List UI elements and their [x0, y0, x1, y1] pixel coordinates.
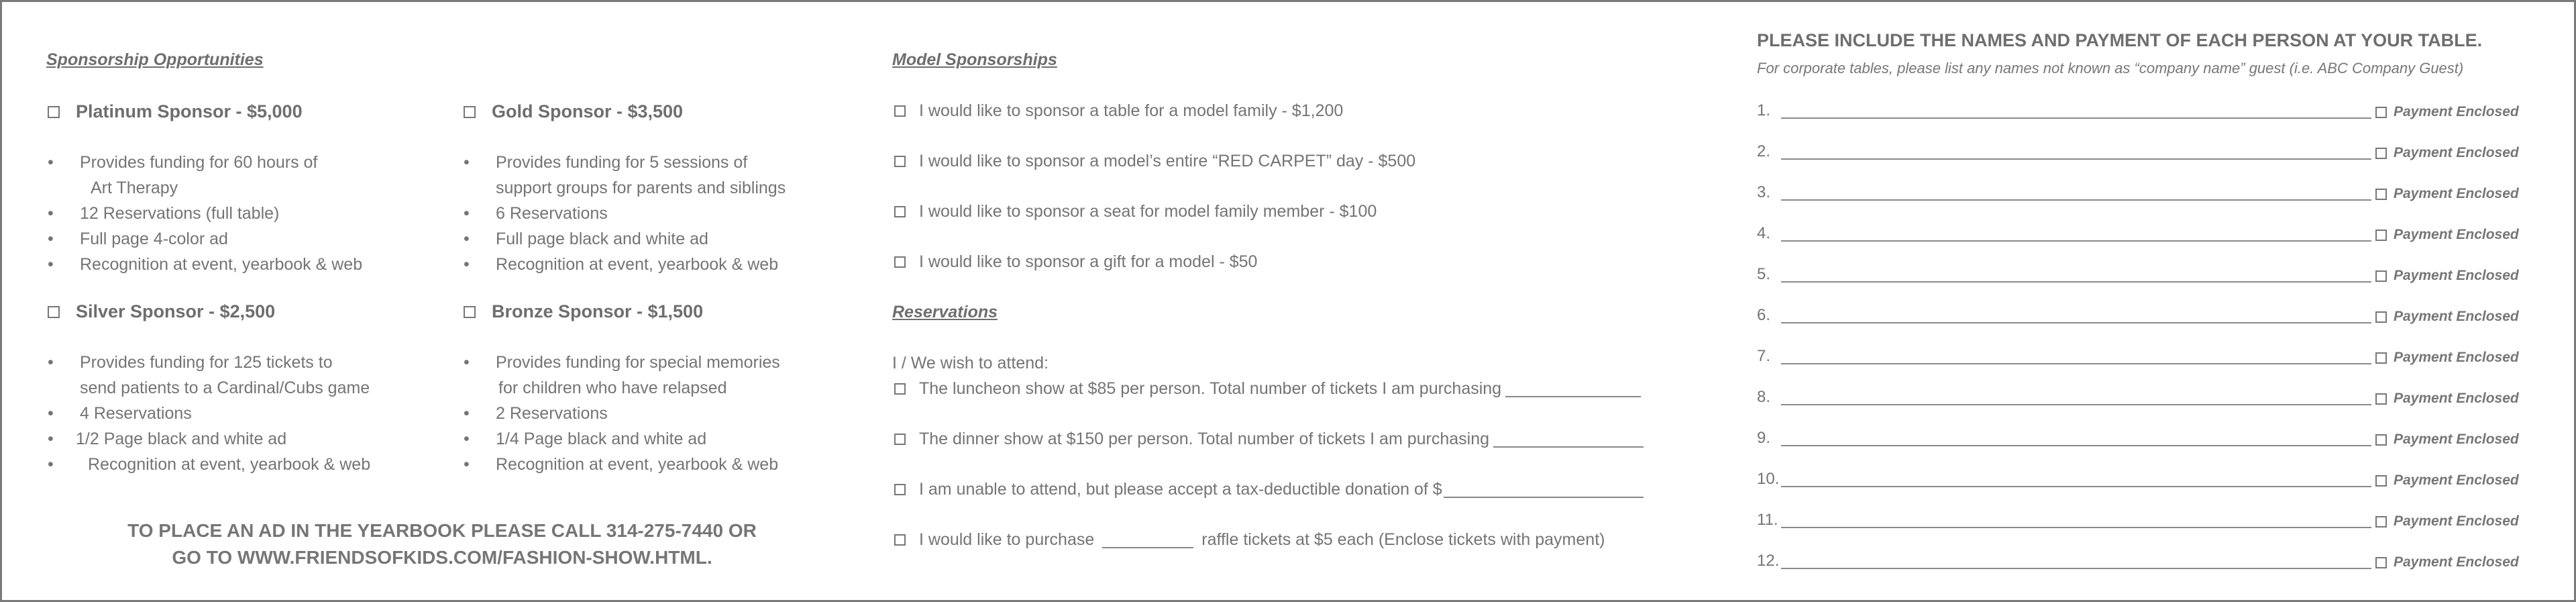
name-row [1757, 305, 2535, 325]
silver-sponsor-option[interactable] [48, 301, 275, 322]
bronze-benefits [464, 350, 780, 477]
silver-checkbox[interactable] [48, 306, 60, 318]
yearbook-ad-cta [46, 517, 838, 571]
model-option-seat[interactable] [894, 202, 1377, 221]
benefit-item: • Recognition at event, yearbook & web [464, 455, 779, 474]
benefit-item: • Provides funding for 125 tickets to [48, 353, 333, 372]
benefit-item-continued: for children who have relapsed [498, 379, 727, 397]
model-option-gift[interactable] [894, 252, 1257, 272]
platinum-sponsor-option[interactable] [48, 101, 303, 122]
name-row [1757, 141, 2535, 161]
benefit-item: • 1/2 Page black and white ad [48, 430, 287, 448]
reservations-intro [892, 354, 1049, 373]
raffle-label-end: raffle tickets at $5 each (Enclose tickets with payment) [1201, 530, 1605, 549]
benefit-item: • 1/4 Page black and white ad [464, 430, 707, 448]
name-field[interactable] [1781, 322, 2371, 323]
payment-enclosed-option[interactable] [2375, 268, 2519, 284]
reservations-heading: Reservations [892, 303, 998, 321]
reservation-dinner[interactable] [894, 430, 1644, 449]
benefit-item: • Full page 4-color ad [48, 230, 228, 248]
payment-label: Payment Enclosed [2394, 186, 2519, 201]
name-row [1757, 182, 2535, 202]
benefit-item: • Recognition at event, yearbook & web [464, 255, 779, 274]
model-option-label: I would like to sponsor a model’s entire “RED CARPET” day - $500 [919, 152, 1416, 170]
payment-checkbox[interactable] [2375, 107, 2387, 118]
cta-line-1: TO PLACE AN AD IN THE YEARBOOK PLEASE CALL 314-275-7440 OR [127, 520, 757, 541]
benefit-item: • Provides funding for 60 hours of [48, 153, 318, 172]
gold-title: Gold Sponsor - $3,500 [492, 101, 684, 121]
name-row [1757, 468, 2535, 489]
benefit-item: • Recognition at event, yearbook & web [48, 455, 371, 474]
benefit-item: • Provides funding for 5 sessions of [464, 153, 748, 172]
reservations-intro-text: I / We wish to attend: [892, 354, 1049, 372]
name-field[interactable] [1781, 404, 2371, 405]
name-field[interactable] [1781, 568, 2371, 569]
name-row [1757, 550, 2535, 570]
benefit-item-continued: support groups for parents and siblings [496, 179, 786, 197]
name-field[interactable] [1781, 199, 2371, 201]
payment-label: Payment Enclosed [2394, 432, 2519, 447]
payment-enclosed-option[interactable] [2375, 513, 2519, 530]
payment-label: Payment Enclosed [2394, 227, 2519, 242]
payment-label: Payment Enclosed [2394, 309, 2519, 324]
name-row [1757, 223, 2535, 243]
names-heading: PLEASE INCLUDE THE NAMES AND PAYMENT OF EACH PERSON AT YOUR TABLE. [1757, 30, 2483, 50]
silver-benefits [48, 350, 370, 477]
luncheon-label: The luncheon show at $85 per person. Total number of tickets I am purchasing [919, 379, 1502, 398]
dinner-label: The dinner show at $150 per person. Total number of tickets I am purchasing [919, 430, 1490, 448]
name-row [1757, 346, 2535, 366]
payment-checkbox[interactable] [2375, 189, 2387, 200]
model-gift-checkbox[interactable] [894, 256, 906, 268]
model-option-label: I would like to sponsor a seat for model family member - $100 [919, 202, 1377, 221]
name-field[interactable] [1781, 527, 2371, 528]
payment-label: Payment Enclosed [2394, 391, 2519, 406]
payment-enclosed-option[interactable] [2375, 145, 2519, 161]
sponsorship-heading: Sponsorship Opportunities [46, 50, 264, 69]
benefit-item-continued: send patients to a Cardinal/Cubs game [80, 379, 370, 397]
name-row [1757, 100, 2535, 120]
reservation-raffle[interactable] [894, 530, 1605, 550]
platinum-checkbox[interactable] [48, 106, 60, 118]
payment-checkbox[interactable] [2375, 230, 2387, 241]
row-number: 7. [1757, 347, 1771, 365]
payment-enclosed-option[interactable] [2375, 227, 2519, 243]
payment-checkbox[interactable] [2375, 148, 2387, 159]
raffle-checkbox[interactable] [894, 534, 906, 546]
payment-enclosed-option[interactable] [2375, 391, 2519, 407]
payment-checkbox[interactable] [2375, 311, 2387, 323]
gold-checkbox[interactable] [464, 106, 476, 118]
platinum-title: Platinum Sponsor - $5,000 [76, 101, 303, 121]
row-number: 12. [1757, 552, 1780, 570]
payment-enclosed-option[interactable] [2375, 186, 2519, 202]
row-number: 2. [1757, 142, 1771, 160]
payment-enclosed-option[interactable] [2375, 350, 2519, 366]
platinum-benefits [48, 150, 362, 277]
model-option-table[interactable] [894, 101, 1343, 121]
name-field[interactable] [1781, 240, 2371, 242]
silver-title: Silver Sponsor - $2,500 [76, 301, 276, 321]
payment-checkbox[interactable] [2375, 270, 2387, 282]
benefit-item: • 6 Reservations [464, 204, 608, 223]
benefit-item: • Provides funding for special memories [464, 353, 780, 372]
row-number: 4. [1757, 224, 1771, 242]
reservation-donation[interactable] [894, 480, 1644, 499]
model-option-red-carpet[interactable] [894, 152, 1415, 171]
name-row [1757, 428, 2535, 448]
donation-label: I am unable to attend, but please accept a tax-deductible donation of $ [919, 480, 1442, 499]
model-option-label: I would like to sponsor a table for a model family - $1,200 [919, 101, 1344, 120]
benefit-item: • 12 Reservations (full table) [48, 204, 280, 223]
cta-line-2: GO TO WWW.FRIENDSOFKIDS.COM/FASHION-SHOW.HTML. [172, 547, 712, 568]
name-row [1757, 509, 2535, 530]
row-number: 11. [1757, 511, 1778, 529]
row-number: 5. [1757, 265, 1771, 283]
model-seat-checkbox[interactable] [894, 206, 906, 217]
payment-label: Payment Enclosed [2394, 513, 2519, 529]
luncheon-checkbox[interactable] [894, 383, 906, 395]
payment-label: Payment Enclosed [2394, 268, 2519, 283]
luncheon-ticket-count-field[interactable] [1505, 381, 1641, 397]
raffle-ticket-count-field[interactable] [1102, 532, 1193, 548]
model-sponsorships-heading: Model Sponsorships [892, 50, 1057, 69]
name-field[interactable] [1781, 486, 2371, 487]
benefit-item: • Full page black and white ad [464, 230, 708, 248]
model-table-checkbox[interactable] [894, 105, 906, 117]
payment-checkbox[interactable] [2375, 557, 2387, 568]
bronze-checkbox[interactable] [464, 306, 476, 318]
benefit-item: • 4 Reservations [48, 404, 192, 423]
gold-benefits [464, 150, 786, 277]
payment-checkbox[interactable] [2375, 475, 2387, 487]
row-number: 10. [1757, 470, 1780, 488]
donation-amount-field[interactable] [1444, 482, 1644, 498]
benefit-item: • 2 Reservations [464, 404, 608, 423]
dinner-checkbox[interactable] [894, 434, 906, 445]
benefit-item: • Recognition at event, yearbook & web [48, 255, 363, 274]
payment-enclosed-option[interactable] [2375, 309, 2519, 325]
dinner-ticket-count-field[interactable] [1493, 432, 1644, 448]
payment-enclosed-option[interactable] [2375, 472, 2519, 489]
payment-label: Payment Enclosed [2394, 554, 2519, 570]
payment-checkbox[interactable] [2375, 352, 2387, 364]
payment-enclosed-option[interactable] [2375, 104, 2519, 120]
payment-checkbox[interactable] [2375, 434, 2387, 446]
model-red-carpet-checkbox[interactable] [894, 156, 906, 167]
row-number: 1. [1757, 101, 1771, 119]
name-row [1757, 387, 2535, 407]
gold-sponsor-option[interactable] [464, 101, 683, 122]
name-field[interactable] [1781, 445, 2371, 446]
payment-enclosed-option[interactable] [2375, 432, 2519, 448]
benefit-item-continued: Art Therapy [91, 179, 178, 197]
payment-enclosed-option[interactable] [2375, 554, 2519, 570]
bronze-title: Bronze Sponsor - $1,500 [492, 301, 704, 321]
name-row [1757, 264, 2535, 284]
name-field[interactable] [1781, 117, 2371, 119]
payment-label: Payment Enclosed [2394, 472, 2519, 488]
name-field[interactable] [1781, 158, 2371, 160]
donation-checkbox[interactable] [894, 484, 906, 495]
raffle-label-start: I would like to purchase [919, 530, 1095, 549]
row-number: 8. [1757, 388, 1771, 406]
payment-label: Payment Enclosed [2394, 145, 2519, 160]
payment-checkbox[interactable] [2375, 393, 2387, 405]
names-subheading: For corporate tables, please list any names not known as “company name” guest (i.e. ABC Company Guest) [1757, 60, 2464, 77]
row-number: 6. [1757, 306, 1771, 324]
payment-label: Payment Enclosed [2394, 350, 2519, 365]
name-field[interactable] [1781, 281, 2371, 283]
row-number: 3. [1757, 183, 1771, 201]
reservation-luncheon[interactable] [894, 379, 1641, 399]
row-number: 9. [1757, 429, 1771, 447]
payment-checkbox[interactable] [2375, 516, 2387, 528]
model-option-label: I would like to sponsor a gift for a model - $50 [919, 252, 1258, 271]
name-field[interactable] [1781, 363, 2371, 364]
payment-label: Payment Enclosed [2394, 104, 2519, 119]
bronze-sponsor-option[interactable] [464, 301, 703, 322]
